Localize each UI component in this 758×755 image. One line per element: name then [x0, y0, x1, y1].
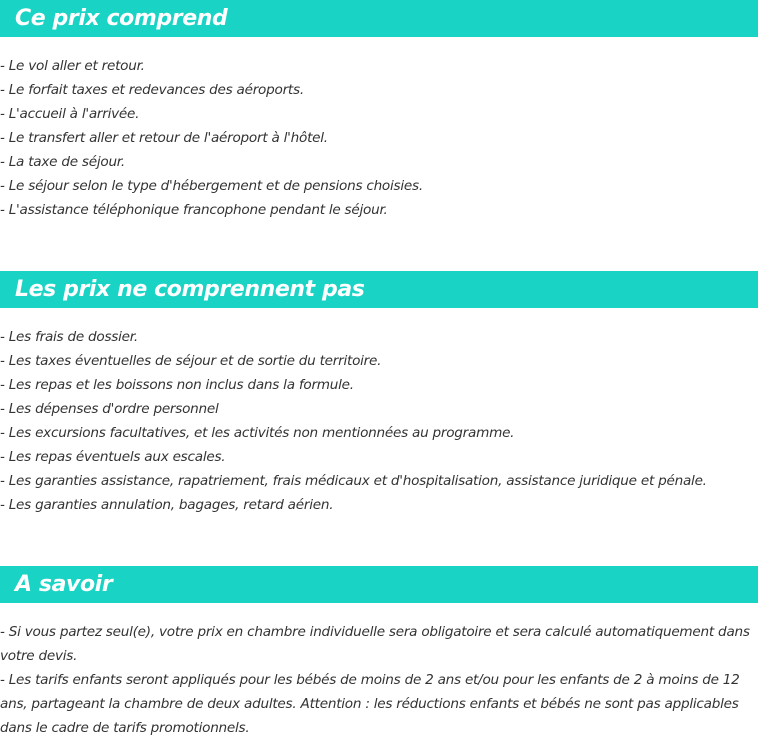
list-item: - L'accueil à l'arrivée. — [0, 106, 140, 122]
section-title: Les prix ne comprennent pas — [15, 276, 365, 302]
list-item: - Les tarifs enfants seront appliqués pour les bébés de moins de 2 ans et/ou pour les enfants de 2 à moins de 12 ans, partageant la chambre de deux adultes. Attention : les réductions enfants et bébés ne sont pas applicables dans le cadre de tarifs promotionnels. — [0, 672, 740, 736]
list-item: - L'assistance téléphonique francophone pendant le séjour. — [0, 202, 388, 218]
list-item: - Les garanties annulation, bagages, retard aérien. — [0, 497, 334, 513]
list-item: - Le vol aller et retour. — [0, 58, 145, 74]
list-item: - Les frais de dossier. — [0, 329, 138, 345]
section-header — [0, 0, 758, 37]
item-list — [0, 37, 758, 222]
section-good-to-know — [0, 566, 758, 740]
section-title: A savoir — [15, 571, 113, 597]
list-item: - Si vous partez seul(e), votre prix en chambre individuelle sera obligatoire et sera calculé automatiquement dans votre devis. — [0, 624, 750, 664]
list-item: - La taxe de séjour. — [0, 154, 125, 170]
list-item: - Les dépenses d'ordre personnel — [0, 401, 219, 417]
section-price-includes — [0, 0, 758, 222]
section-title: Ce prix comprend — [15, 5, 228, 31]
list-item: - Le forfait taxes et redevances des aéroports. — [0, 82, 304, 98]
list-item: - Les taxes éventuelles de séjour et de sortie du territoire. — [0, 353, 382, 369]
item-list — [0, 603, 758, 740]
section-header — [0, 566, 758, 603]
list-item: - Le transfert aller et retour de l'aéroport à l'hôtel. — [0, 130, 328, 146]
list-item: - Les repas et les boissons non inclus dans la formule. — [0, 377, 354, 393]
list-item: - Le séjour selon le type d'hébergement et de pensions choisies. — [0, 178, 423, 194]
section-price-excludes — [0, 271, 758, 517]
item-list — [0, 308, 758, 517]
list-item: - Les garanties assistance, rapatriement, frais médicaux et d'hospitalisation, assistance juridique et pénale. — [0, 473, 707, 489]
section-header — [0, 271, 758, 308]
list-item: - Les excursions facultatives, et les activités non mentionnées au programme. — [0, 425, 515, 441]
list-item: - Les repas éventuels aux escales. — [0, 449, 226, 465]
